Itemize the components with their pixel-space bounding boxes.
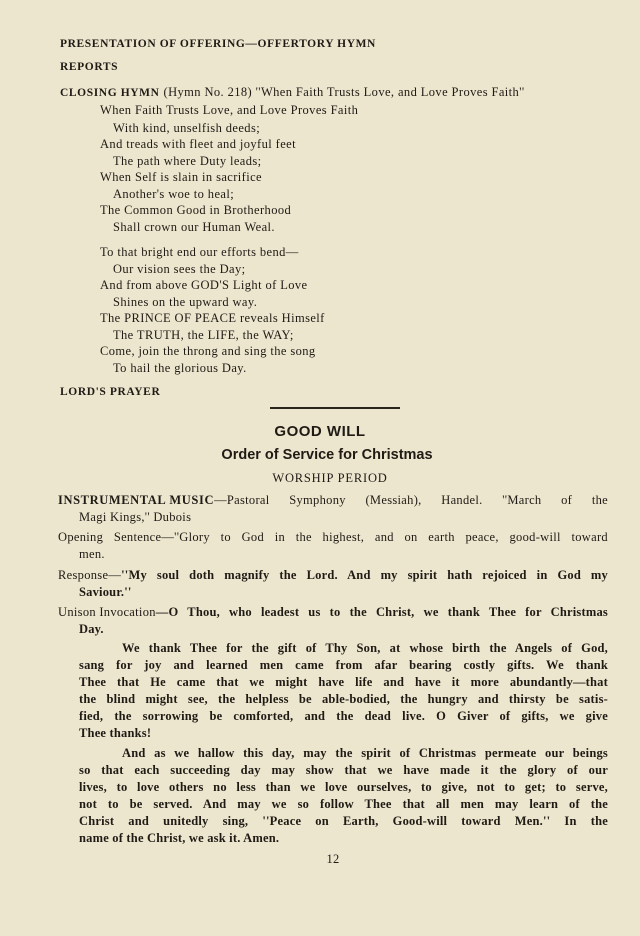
hymn-line: The path where Duty leads;: [113, 154, 262, 168]
hymn-line: Come, join the throng and sing the song: [100, 344, 316, 358]
prayer-line: lives, to love others no less than we love ourselves, to give, not to get; to serve,: [79, 780, 608, 794]
reports-heading: REPORTS: [60, 61, 119, 73]
invocation-text: —O Thou, who leadest us to the Christ, we thank Thee for Christmas: [155, 605, 608, 619]
hymn-line: To that bright end our efforts bend—: [100, 245, 299, 259]
section-divider: [270, 407, 400, 409]
invocation-line: [58, 605, 608, 620]
prayer-line: sang for joy and learned men came from afar bearing costly gifts. We thank: [79, 658, 608, 672]
section-title: GOOD WILL: [274, 423, 366, 440]
hymn-line: And from above GOD'S Light of Love: [100, 278, 308, 292]
prayer-line: Thee thanks!: [79, 726, 152, 740]
offering-heading: PRESENTATION OF OFFERING—OFFERTORY HYMN: [60, 38, 376, 50]
closing-hymn-label: CLOSING HYMN: [60, 87, 160, 99]
invocation-label: Unison Invocation: [58, 605, 156, 619]
hymn-line: Shall crown our Human Weal.: [113, 220, 275, 234]
prayer-line: name of the Christ, we ask it. Amen.: [79, 831, 280, 845]
instrumental-music-label: INSTRUMENTAL MUSIC: [58, 493, 215, 507]
response-text: ''My soul doth magnify the Lord. And my spirit hath rejoiced in God my: [121, 568, 608, 582]
worship-period-heading: WORSHIP PERIOD: [272, 471, 388, 485]
prayer-line: Thee that He came that we might have life and have it more abundantly—that: [79, 675, 608, 689]
prayer-line: the blind might see, the helpless be able-bodied, the hungry and thirsty be satis-: [79, 692, 608, 706]
prayer-line: We thank Thee for the gift of Thy Son, at whose birth the Angels of God,: [122, 641, 608, 655]
prayer-line: not to be served. And may we so follow Thee that all men may learn of the: [79, 797, 608, 811]
hymn-line: Shines on the upward way.: [113, 295, 258, 309]
prayer-line: And as we hallow this day, may the spirit of Christmas permeate our beings: [122, 746, 608, 760]
opening-sentence-cont: men.: [79, 547, 105, 561]
hymn-line: The Common Good in Brotherhood: [100, 203, 292, 217]
hymn-line: The PRINCE OF PEACE reveals Himself: [100, 311, 325, 325]
prayer-line: Christ and unitedly sing, ''Peace on Earth, Good-will toward Men.'' In the: [79, 814, 608, 828]
hymn-line: With kind, unselfish deeds;: [113, 121, 261, 135]
hymn-line: Another's woe to heal;: [113, 187, 235, 201]
page-number: 12: [326, 852, 340, 866]
hymn-line: And treads with fleet and joyful feet: [100, 137, 296, 151]
response-line: [58, 568, 608, 583]
instrumental-music-line: [58, 493, 608, 508]
prayer-line: so that each succeeding day may show that we have made it the glory of our: [79, 763, 608, 777]
opening-sentence: Opening Sentence—''Glory to God in the highest, and on earth peace, good-will toward: [58, 530, 608, 544]
hymn-line: When Self is slain in sacrifice: [100, 170, 263, 184]
instrumental-music-text-cont: Magi Kings,'' Dubois: [79, 510, 192, 524]
prayer-line: fied, the sorrowing be comforted, and the dead live. O Giver of gifts, we give: [79, 709, 608, 723]
response-text-cont: Saviour.'': [79, 585, 132, 599]
closing-hymn-detail: (Hymn No. 218) ''When Faith Trusts Love, and Love Proves Faith'': [163, 85, 525, 99]
lords-prayer-heading: LORD'S PRAYER: [60, 386, 161, 398]
section-subtitle: Order of Service for Christmas: [221, 447, 433, 463]
hymn-line: Our vision sees the Day;: [113, 262, 246, 276]
response-label: Response—: [58, 568, 122, 582]
hymn-line: When Faith Trusts Love, and Love Proves Faith: [100, 103, 359, 117]
invocation-text-cont: Day.: [79, 622, 104, 636]
closing-hymn-line: [60, 83, 525, 101]
instrumental-music-text: —Pastoral Symphony (Messiah), Handel. ''March of the: [214, 493, 608, 507]
hymn-line: To hail the glorious Day.: [113, 361, 247, 375]
hymn-line: The TRUTH, the LIFE, the WAY;: [113, 328, 294, 342]
